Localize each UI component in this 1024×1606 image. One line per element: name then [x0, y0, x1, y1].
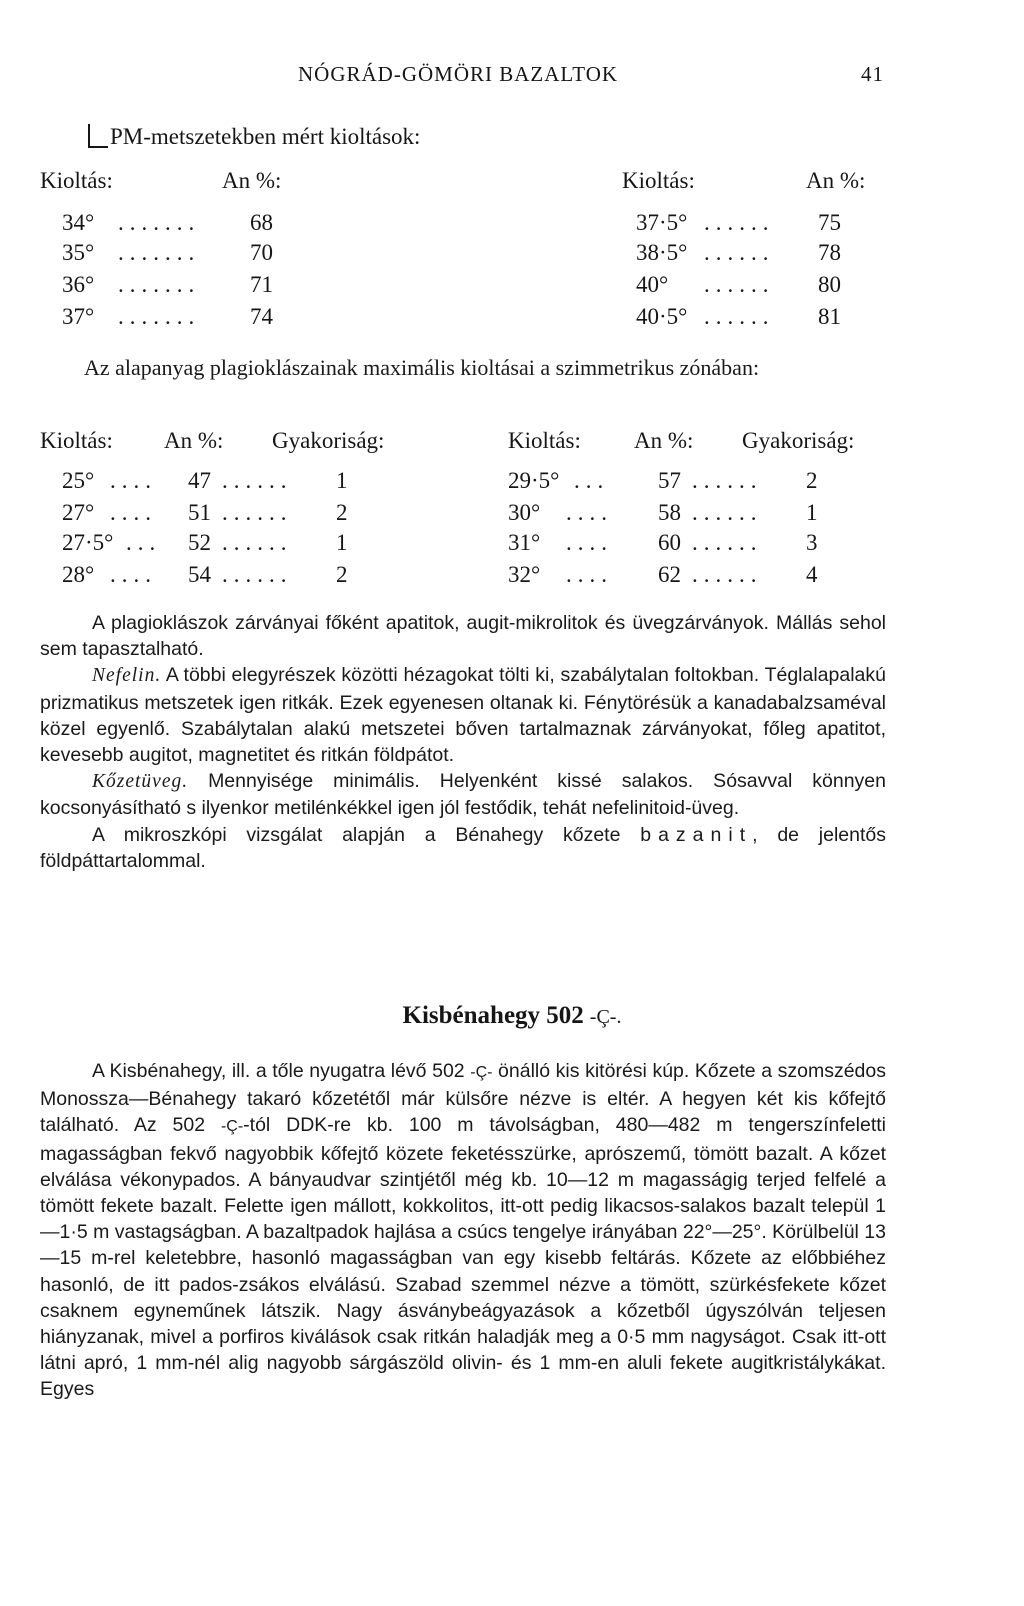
- dot-leader: ......: [222, 530, 293, 555]
- dot-leader: ......: [692, 562, 763, 587]
- sym-left-an: 47: [188, 468, 211, 493]
- dot-leader: ....: [110, 562, 157, 587]
- dot-leader: ......: [704, 272, 775, 297]
- sym-right-angle: 31°: [508, 530, 541, 555]
- volcano-symbol-icon: -Ç-: [220, 1118, 244, 1136]
- sym-right-an: 58: [658, 500, 681, 525]
- paragraph-plagioclase-inclusions: A plagioklászok zárványai főként apatitok, augit-mikrolitok és üvegzárványok. Mállás sehol sem tapasztalható.: [40, 612, 886, 661]
- sym-right-an: 60: [658, 530, 681, 555]
- pm-right-angle: 40°: [636, 272, 669, 297]
- dot-leader: ...: [574, 468, 610, 493]
- conclusion-text-b: , de jelentős földpáttartalommal.: [40, 823, 887, 872]
- dot-leader: ....: [110, 468, 157, 493]
- sym-right-angle: 29·5°: [508, 468, 560, 493]
- dot-leader: ......: [692, 530, 763, 555]
- paragraph-nefelin: [40, 662, 886, 768]
- dot-leader: ...: [126, 530, 162, 555]
- dot-leader: .......: [118, 272, 201, 297]
- sym-right-an: 57: [658, 468, 681, 493]
- sym-left-angle: 25°: [62, 468, 95, 493]
- sym-right-angle: 30°: [508, 500, 541, 525]
- dot-leader: ......: [704, 210, 775, 235]
- dot-leader: ......: [222, 562, 293, 587]
- pm-right-an: 80: [818, 272, 841, 297]
- pm-header-angle-right: Kioltás:: [622, 168, 695, 193]
- sym-header-an-left: An %:: [164, 428, 224, 453]
- sym-left-an: 54: [188, 562, 211, 587]
- sym-left-an: 52: [188, 530, 211, 555]
- dot-leader: ......: [222, 468, 293, 493]
- running-head: NÓGRÁD-GÖMÖRI BAZALTOK: [298, 62, 619, 86]
- pm-left-angle: 35°: [62, 240, 95, 265]
- pm-left-angle: 37°: [62, 304, 95, 329]
- term-nefelin: Nefelin.: [92, 665, 162, 687]
- pm-section-title-text: PM-metszetekben mért kioltások:: [110, 124, 421, 149]
- volcano-symbol-icon: -Ç-.: [589, 1006, 622, 1028]
- pm-right-an: 78: [818, 240, 841, 265]
- sym-header-freq-left: Gyakoriság:: [272, 428, 385, 453]
- paragraph-kisbenahegy: [40, 1058, 886, 1403]
- dot-leader: ......: [692, 468, 763, 493]
- pm-right-an: 75: [818, 210, 841, 235]
- paragraph-nefelin-text: A többi elegyrészek közötti hézagokat tölti ki, szabálytalan foltokban. Téglalapalakú prizmatikus metszetek igen ritkák. Ezek egyenesen oltanak ki. Fénytörésük a kanadabalzsaméval közel egyenlő. Szabálytalan alakú metszetei bőven tartalmaznak zárványokat, főleg apatitot, kevesebb augitot, magnetitet és ritkán földpátot.: [40, 664, 886, 767]
- paragraph-rock-glass: [40, 768, 886, 821]
- pm-right-angle: 40·5°: [636, 304, 688, 329]
- pm-header-an-left: An %:: [222, 168, 282, 193]
- pm-left-angle: 36°: [62, 272, 95, 297]
- dot-leader: ......: [222, 500, 293, 525]
- sym-right-freq: 3: [806, 530, 818, 555]
- sym-left-freq: 2: [336, 500, 348, 525]
- sym-left-an: 51: [188, 500, 211, 525]
- sym-right-freq: 2: [806, 468, 818, 493]
- conclusion-text-a: A mikroszkópi vizsgálat alapján a Bénahegy kőzete: [92, 823, 641, 846]
- kisbenahegy-text-3: -tól DDK-re kb. 100 m távolságban, 480—482 m tengerszínfeletti magasságban fekvő nagyobbik kőfejtő közete feketésszürke, aprószemű, tömött bazalt. A kőzet elválása vékonypados. A bányaudvar szintjétől még kb. 10—12 m magasságig terjed felfelé a tömött fekete bazalt. Felette igen mállott, kokkolitos, itt-ott pedig likacsos-salakos bazalt települ 1—1·5 m vastagságban. A bazaltpadok hajlása a csúcs tengelye irányában 22°—25°. Körülbelül 13—15 m-rel keletebbre, hasonló magasságban van egy kisebb feltárás. Kőzete az előbbiéhez hasonló, de itt pados-zsákos elválású. Szabad szemmel nézve a tömött, szürkésfekete kőzet csaknem egyneműnek látszik. Nagy ásványbeágyazások a kőzetből úgyszólván teljesen hiányzanak, mivel a porfiros kiválások csak ritkán haladják meg a 0·5 mm nagyságot. Csak itt-ott látni apró, 1 mm-nél alig nagyobb sárgászöld olivin- és 1 mm-en aluli fekete augitkristálykákat. Egyes: [40, 1114, 886, 1401]
- term-rock-glass: Kőzetüveg.: [92, 771, 189, 793]
- sym-header-freq-right: Gyakoriság:: [742, 428, 855, 453]
- dot-leader: .......: [118, 240, 201, 265]
- body-text-kisbenahegy: [40, 1058, 886, 1403]
- pm-right-angle: 37·5°: [636, 210, 688, 235]
- kisbenahegy-text-2: önálló kis kitörési kúp. Kőzete a szomszédos Monossza—Bénahegy takaró kőzetétől már külsőre nézve is eltér. A hegyen két kis kőfejtő található. Az 502: [40, 1060, 886, 1137]
- pm-left-an: 71: [250, 272, 273, 297]
- sym-left-freq: 1: [336, 530, 348, 555]
- pm-header-an-right: An %:: [806, 168, 866, 193]
- volcano-symbol-icon: -Ç-: [470, 1064, 493, 1081]
- sym-header-angle-left: Kioltás:: [40, 428, 113, 453]
- page-number: 41: [861, 62, 884, 86]
- dot-leader: ......: [704, 240, 775, 265]
- kisbenahegy-text-1: A Kisbénahegy, ill. a tőle nyugatra lévő 502: [92, 1060, 465, 1082]
- pm-left-angle: 34°: [62, 210, 95, 235]
- pm-left-an: 70: [250, 240, 273, 265]
- sym-left-freq: 1: [336, 468, 348, 493]
- sym-left-angle: 27°: [62, 500, 95, 525]
- section-title-text: Kisbénahegy 502: [402, 1002, 584, 1029]
- dot-leader: .......: [118, 210, 201, 235]
- pm-header-angle-left: Kioltás:: [40, 168, 113, 193]
- pm-right-an: 81: [818, 304, 841, 329]
- dot-leader: ......: [692, 500, 763, 525]
- pm-left-an: 68: [250, 210, 273, 235]
- sym-left-freq: 2: [336, 562, 348, 587]
- page-header: [40, 62, 884, 94]
- section-title: [0, 1002, 1024, 1030]
- sym-right-freq: 4: [806, 562, 818, 587]
- pm-right-angle: 38·5°: [636, 240, 688, 265]
- pm-section-title: [88, 124, 420, 150]
- paragraph-rock-glass-text: Mennyisége minimális. Helyenként kissé salakos. Sósavval könnyen kocsonyásítható s ilyenkor metilénkékkel igen jól festődik, tehát nefelinitoid-üveg.: [40, 770, 886, 820]
- sym-header-an-right: An %:: [634, 428, 694, 453]
- sym-left-angle: 28°: [62, 562, 95, 587]
- sym-right-angle: 32°: [508, 562, 541, 587]
- sym-header-angle-right: Kioltás:: [508, 428, 581, 453]
- paragraph-conclusion: [40, 822, 886, 874]
- dot-leader: ......: [704, 304, 775, 329]
- body-text-minerals: [40, 610, 886, 874]
- dot-leader: ....: [566, 562, 613, 587]
- perpendicular-icon: [88, 124, 108, 148]
- dot-leader: ....: [110, 500, 157, 525]
- dot-leader: ....: [566, 530, 613, 555]
- term-bazanit: bazanit: [640, 823, 753, 846]
- sym-right-freq: 1: [806, 500, 818, 525]
- dot-leader: ....: [566, 500, 613, 525]
- dot-leader: .......: [118, 304, 201, 329]
- sym-right-an: 62: [658, 562, 681, 587]
- sym-left-angle: 27·5°: [62, 530, 114, 555]
- pm-left-an: 74: [250, 304, 273, 329]
- sym-section-intro: Az alapanyag plagioklászainak maximális kioltásai a szimmetrikus zónában:: [84, 355, 760, 380]
